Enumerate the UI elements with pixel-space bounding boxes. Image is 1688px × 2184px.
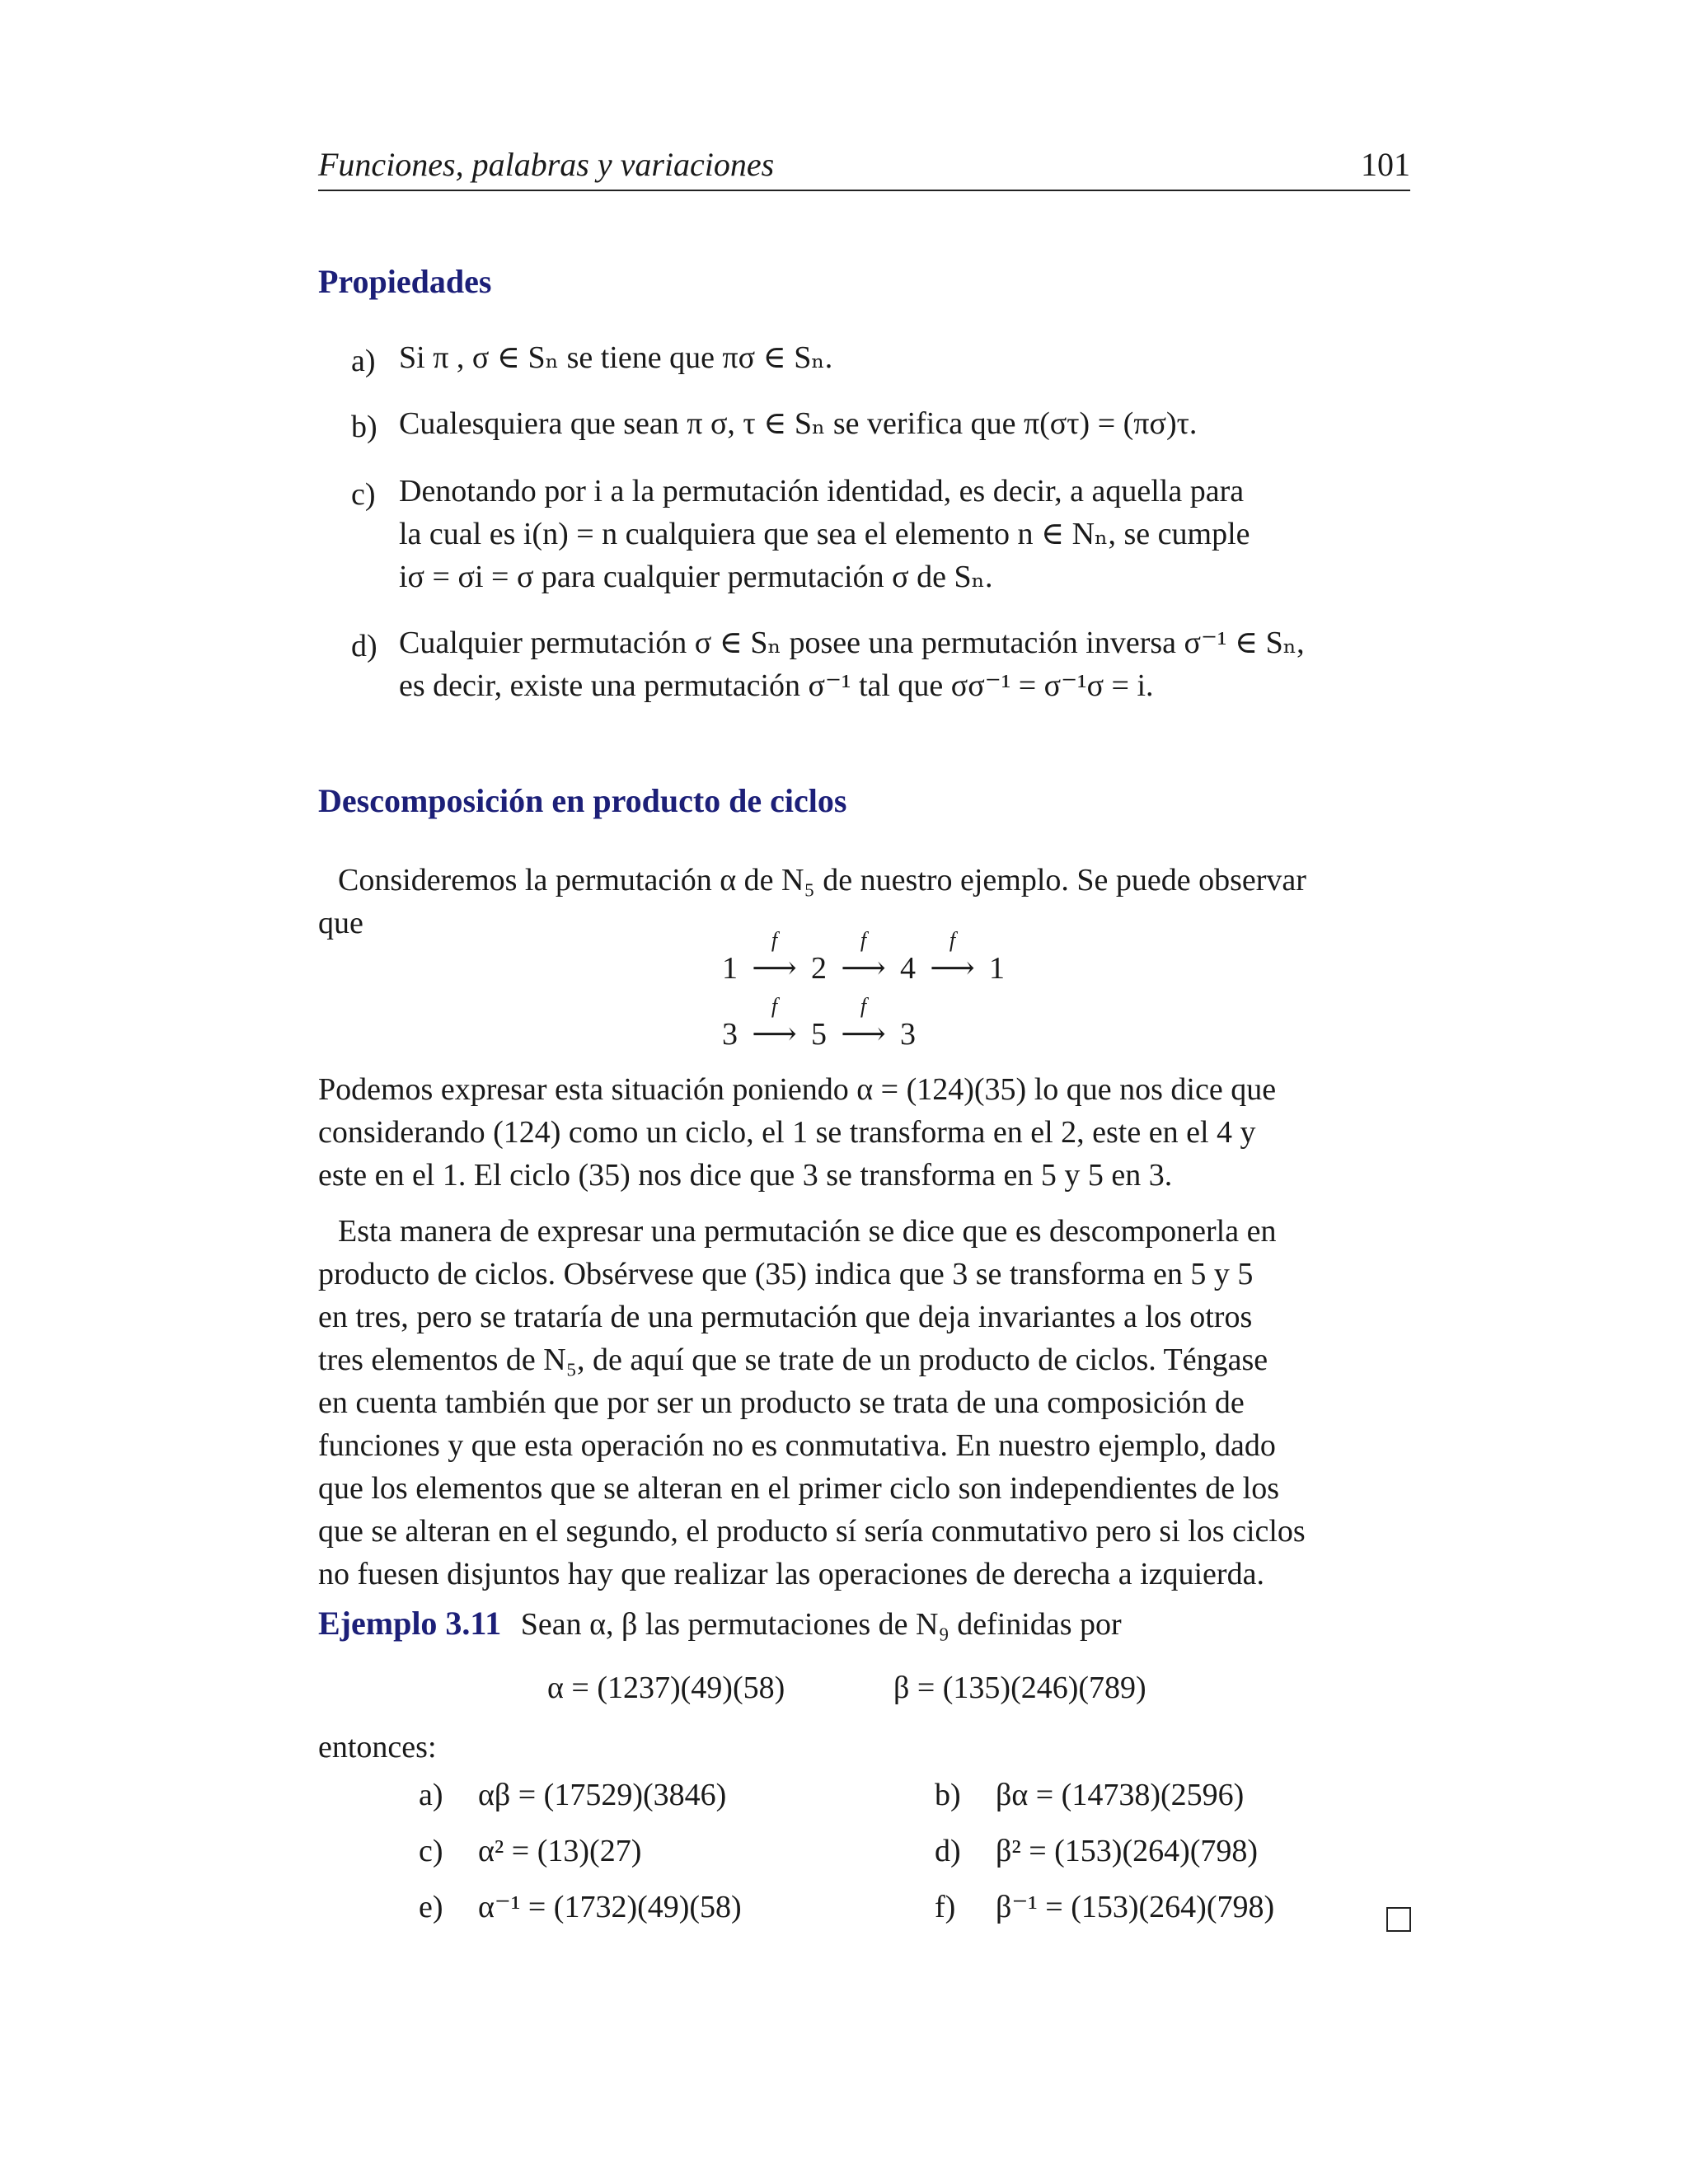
property-d-text xyxy=(399,621,1411,707)
paragraph-line: Podemos expresar esta situación poniendo α = (124)(35) lo que nos dice que xyxy=(318,1072,1277,1107)
property-b-line: Cualesquiera que sean π σ, τ ∈ Sₙ se verifica que π(στ) = (πσ)τ. xyxy=(399,406,1198,441)
arrow-icon: f ⟶ xyxy=(835,1015,893,1052)
paragraph-line: este en el 1. El ciclo (35) nos dice que 3 se transforma en 5 y 5 en 3. xyxy=(318,1158,1173,1193)
section-heading-descomposicion: Descomposición en producto de ciclos xyxy=(318,782,847,819)
paragraph-line: tres elementos de N₅, de aquí que se trate de un producto de ciclos. Téngase xyxy=(318,1343,1268,1377)
paragraph-line: Esta manera de expresar una permutación se dice que es descomponerla en xyxy=(338,1214,1277,1249)
alpha-definition: α = (1237)(49)(58) xyxy=(547,1671,785,1705)
result-f-label: f) xyxy=(935,1890,956,1924)
section-heading-propiedades: Propiedades xyxy=(318,263,492,300)
intro-line: que xyxy=(318,906,363,940)
result-d-label: d) xyxy=(935,1834,961,1868)
arrow-label: f xyxy=(771,994,778,1018)
chain-node: 3 xyxy=(900,1017,916,1052)
result-f: β⁻¹ = (153)(264)(798) xyxy=(996,1890,1275,1924)
entonces-label: entonces: xyxy=(318,1730,437,1765)
arrow-icon: f ⟶ xyxy=(835,949,893,987)
chain-node: 1 xyxy=(722,951,738,986)
mapping-chain-1 xyxy=(722,928,1005,987)
running-header-title: Funciones, palabras y variaciones xyxy=(318,146,775,183)
paragraph-line: que se alteran en el segundo, el producto sí sería conmutativo pero si los ciclos xyxy=(318,1514,1306,1549)
arrow-label: f xyxy=(771,928,778,952)
property-a-label: a) xyxy=(351,344,376,378)
qed-square-icon xyxy=(1386,1907,1411,1932)
chain-node: 4 xyxy=(900,951,916,986)
intro-line: Consideremos la permutación α de N₅ de nuestro ejemplo. Se puede observar xyxy=(338,863,1306,898)
paragraph-line: en cuenta también que por ser un producto se trata de una composición de xyxy=(318,1385,1245,1420)
property-c-line: iσ = σi = σ para cualquier permutación σ de Sₙ. xyxy=(399,560,993,594)
property-d-line: es decir, existe una permutación σ⁻¹ tal que σσ⁻¹ = σ⁻¹σ = i. xyxy=(399,668,1154,703)
paragraph-line: considerando (124) como un ciclo, el 1 se transforma en el 2, este en el 4 y xyxy=(318,1115,1256,1150)
property-c-line: la cual es i(n) = n cualquiera que sea el elemento n ∈ Nₙ, se cumple xyxy=(399,517,1250,551)
arrow-label: f xyxy=(949,928,956,952)
chain-node: 5 xyxy=(811,1017,827,1052)
property-b-text xyxy=(399,402,1411,445)
result-e: α⁻¹ = (1732)(49)(58) xyxy=(478,1890,742,1924)
paragraph-cycle-product xyxy=(318,1210,1411,1596)
arrow-icon: f ⟶ xyxy=(746,949,804,987)
arrow-label: f xyxy=(860,928,867,952)
property-d-line: Cualquier permutación σ ∈ Sₙ posee una permutación inversa σ⁻¹ ∈ Sₙ, xyxy=(399,626,1305,660)
chain-node: 1 xyxy=(989,951,1005,986)
example-text: Sean α, β las permutaciones de N₉ definidas por xyxy=(520,1607,1122,1642)
paragraph-line: en tres, pero se trataría de una permutación que deja invariantes a los otros xyxy=(318,1300,1253,1334)
paragraph-line: que los elementos que se alteran en el primer ciclo son independientes de los xyxy=(318,1471,1280,1506)
arrow-icon: f ⟶ xyxy=(746,1015,804,1052)
header-rule xyxy=(318,190,1410,191)
result-b-label: b) xyxy=(935,1778,961,1812)
paragraph-cycle-notation xyxy=(318,1068,1411,1197)
property-c-line: Denotando por i a la permutación identidad, es decir, a aquella para xyxy=(399,474,1245,509)
mapping-chain-2 xyxy=(722,994,916,1052)
paragraph-line: funciones y que esta operación no es conmutativa. En nuestro ejemplo, dado xyxy=(318,1428,1276,1463)
result-c: α² = (13)(27) xyxy=(478,1834,642,1868)
arrow-icon: f ⟶ xyxy=(924,949,982,987)
result-a-label: a) xyxy=(419,1778,443,1812)
result-d: β² = (153)(264)(798) xyxy=(996,1834,1259,1868)
property-a-line: Si π , σ ∈ Sₙ se tiene que πσ ∈ Sₙ. xyxy=(399,340,833,375)
example-label: Ejemplo 3.11 xyxy=(318,1605,502,1642)
arrow-label: f xyxy=(860,994,867,1018)
example-line xyxy=(318,1604,1122,1643)
property-c-label: c) xyxy=(351,477,376,512)
result-a: αβ = (17529)(3846) xyxy=(478,1778,727,1812)
property-c-text xyxy=(399,470,1411,598)
paragraph-line: producto de ciclos. Obsérvese que (35) indica que 3 se transforma en 5 y 5 xyxy=(318,1257,1254,1291)
result-c-label: c) xyxy=(419,1834,443,1868)
result-e-label: e) xyxy=(419,1890,443,1924)
property-b-label: b) xyxy=(351,410,377,444)
chain-node: 3 xyxy=(722,1017,738,1052)
paragraph-line: no fuesen disjuntos hay que realizar las operaciones de derecha a izquierda. xyxy=(318,1557,1264,1591)
chain-node: 2 xyxy=(811,951,827,986)
result-b: βα = (14738)(2596) xyxy=(996,1778,1245,1812)
property-d-label: d) xyxy=(351,629,377,663)
property-a-text xyxy=(399,336,1411,379)
page-number: 101 xyxy=(1361,146,1410,183)
beta-definition: β = (135)(246)(789) xyxy=(893,1671,1146,1705)
